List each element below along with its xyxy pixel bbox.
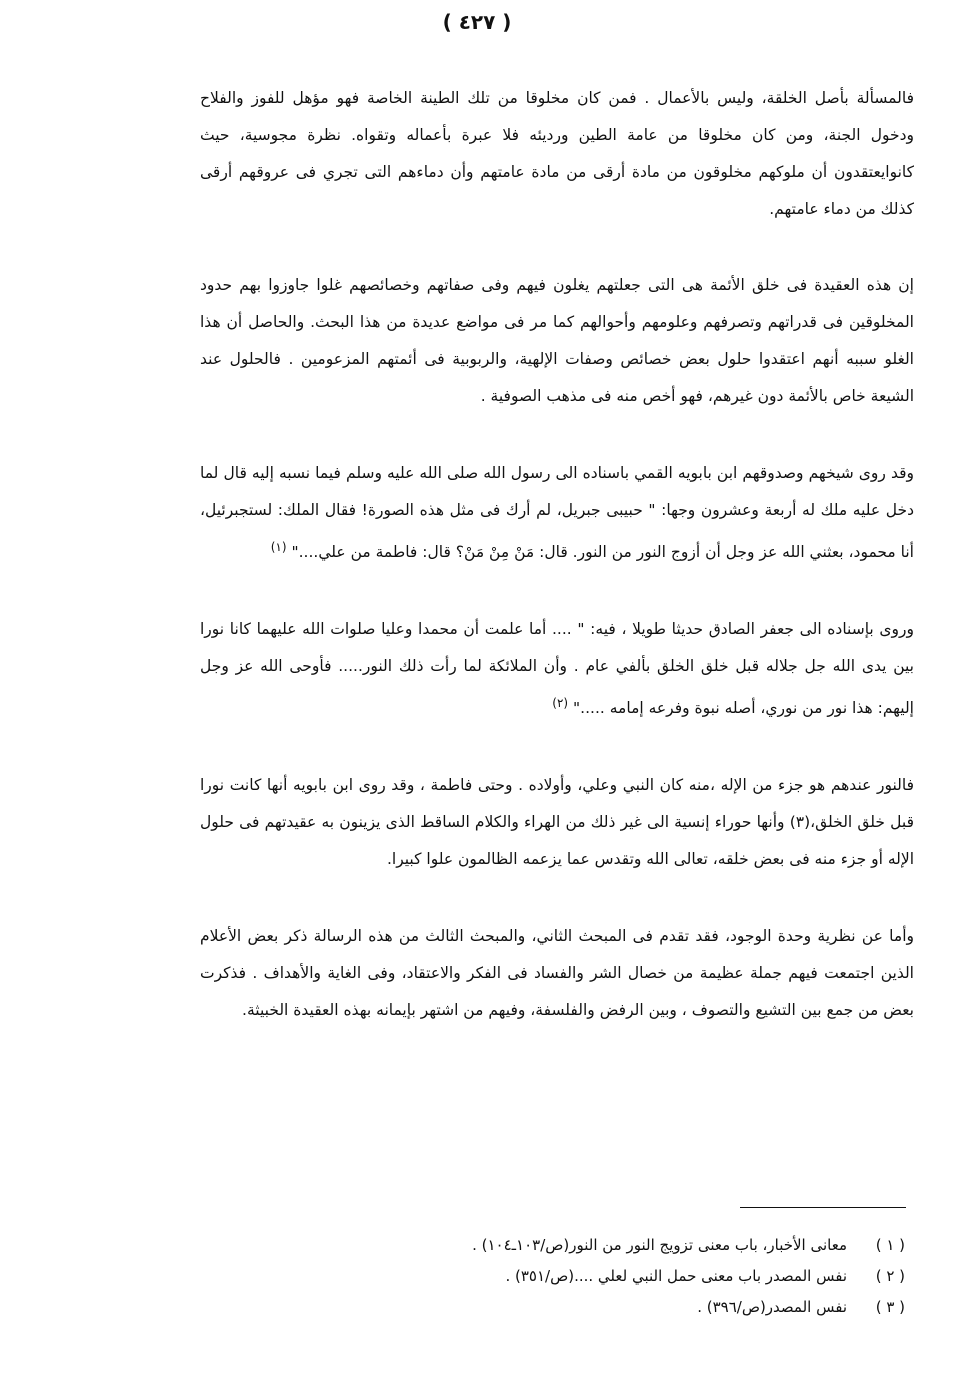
footnote-number: ( ١ ) bbox=[875, 1236, 905, 1254]
paragraph-text bbox=[200, 611, 914, 727]
paragraph-text: فالنور عندهم هو جزء من الإله ،منه كان النبي وعلي، وأولاده . وحتى فاطمة ، وقد روى ابن بابويه أنها كانت نورا قبل خلق الخلق،(٣) وأنها حوراء إنسية الى غير ذلك من الهراء والكلام الساقط الذى يزينون به عقيدتهم فى حلول الإله أو جزء منه فى بعض خلقه، تعالى الله وتقدس عما يزعمه الظالمون علوا كبيرا. bbox=[200, 776, 914, 869]
footnote bbox=[300, 1230, 905, 1261]
paragraph bbox=[200, 767, 914, 878]
page-number: ( ٤٢٧ ) bbox=[442, 10, 512, 34]
footnote-divider bbox=[740, 1207, 906, 1208]
footnote bbox=[300, 1261, 905, 1292]
footnote-reference: (٢) bbox=[552, 696, 569, 711]
footnote-text: معانى الأخبار، باب معنى تزويج النور من النور(ص/١٠٣ـ١٠٤) . bbox=[472, 1236, 847, 1254]
paragraph bbox=[200, 455, 914, 571]
body-text bbox=[200, 80, 914, 1029]
paragraph bbox=[200, 80, 914, 228]
paragraph-text: فالمسألة بأصل الخلقة، وليس بالأعمال . فمن كان مخلوقا من تلك الطينة الخاصة فهو مؤهل للفوز والفلاح ودخول الجنة، ومن كان مخلوقا من عامة الطين ورديئه فلا عبرة بأعماله وتقواه. نظرة مجوسية، حيث كانوايعتقدون أن ملوكهم مخلوقون من مادة أرقى من مادة عامتهم وأن دماءهم التى تجري فى عروقهم أرقى كذلك من دماء عامتهم. bbox=[200, 89, 914, 218]
footnotes bbox=[300, 1230, 905, 1323]
footnote-number: ( ٣ ) bbox=[875, 1298, 905, 1316]
footnote bbox=[300, 1292, 905, 1323]
paragraph-text: وأما عن نظرية وحدة الوجود، فقد تقدم فى المبحث الثاني، والمبحث الثالث من هذه الرسالة ذكر بعض الأعلام الذين اجتمعت فيهم جملة عظيمة من خصال الشر والفساد فى الفكر والاعتقاد، وفى الغاية والأهداف . فذكرت بعض من جمع بين التشيع والتصوف ، وبين الرفض والفلسفة، وفيهم من اشتهر بإيمانه بهذه العقيدة الخبيثة. bbox=[200, 927, 914, 1020]
paragraph bbox=[200, 611, 914, 727]
paragraph bbox=[200, 918, 914, 1029]
paragraph bbox=[200, 267, 914, 415]
paragraph-text-body: وروى بإسناده الى جعفر الصادق حديثا طويلا ، فيه: " .... أما علمت أن محمدا وعليا صلوات الله عليهما كانا نورا بين يدى الله جل جلاله قبل خلق الخلق بألفي عام . وأن الملائكة لما رأت ذلك النور..... فأوحى الله عز وجل إليهم: هذا نور من نوري، أصله نبوة وفرعه إمامه ....." bbox=[200, 620, 914, 718]
footnote-text: نفس المصدر باب معنى حمل النبي لعلي ....(ص/٣٥١) . bbox=[505, 1267, 847, 1285]
paragraph-text: إن هذه العقيدة فى خلق الأئمة هى التى جعلتهم يغلون فيهم وفى صفاتهم وخصائصهم غلوا جاوزوا بهم حدود المخلوقين فى قدراتهم وتصرفهم وعلومهم وأحوالهم كما مر فى مواضع عديدة من هذا البحث. والحاصل أن هذا الغلو سببه أنهم اعتقدوا حلول بعض خصائص وصفات الإلهية، والربوبية فى أئمتهم المزعومين . فالحلول عند الشيعة خاص بالأئمة دون غيرهم، فهو أخص منه فى مذهب الصوفية . bbox=[200, 276, 914, 405]
paragraph-text bbox=[200, 455, 914, 571]
footnote-text: نفس المصدر(ص/٣٩٦) . bbox=[697, 1298, 847, 1316]
footnote-number: ( ٢ ) bbox=[875, 1267, 905, 1285]
paragraph-text-body: وقد روى شيخهم وصدوقهم ابن بابويه القمي باسناده الى رسول الله صلى الله عليه وسلم فيما نسبه إليه قال لما دخل عليه ملك له أربعة وعشرون وجها: " حبيبى جبريل، لم أرك فى مثل هذه الصورة! فقال الملك: لستجبرئيل، أنا محمود، بعثني الله عز وجل أن أزوج النور من النور. قال: مَنْ مِنْ مَنْ؟ قال: فاطمة من علي...." bbox=[200, 464, 914, 562]
footnote-reference: (١) bbox=[270, 540, 287, 554]
